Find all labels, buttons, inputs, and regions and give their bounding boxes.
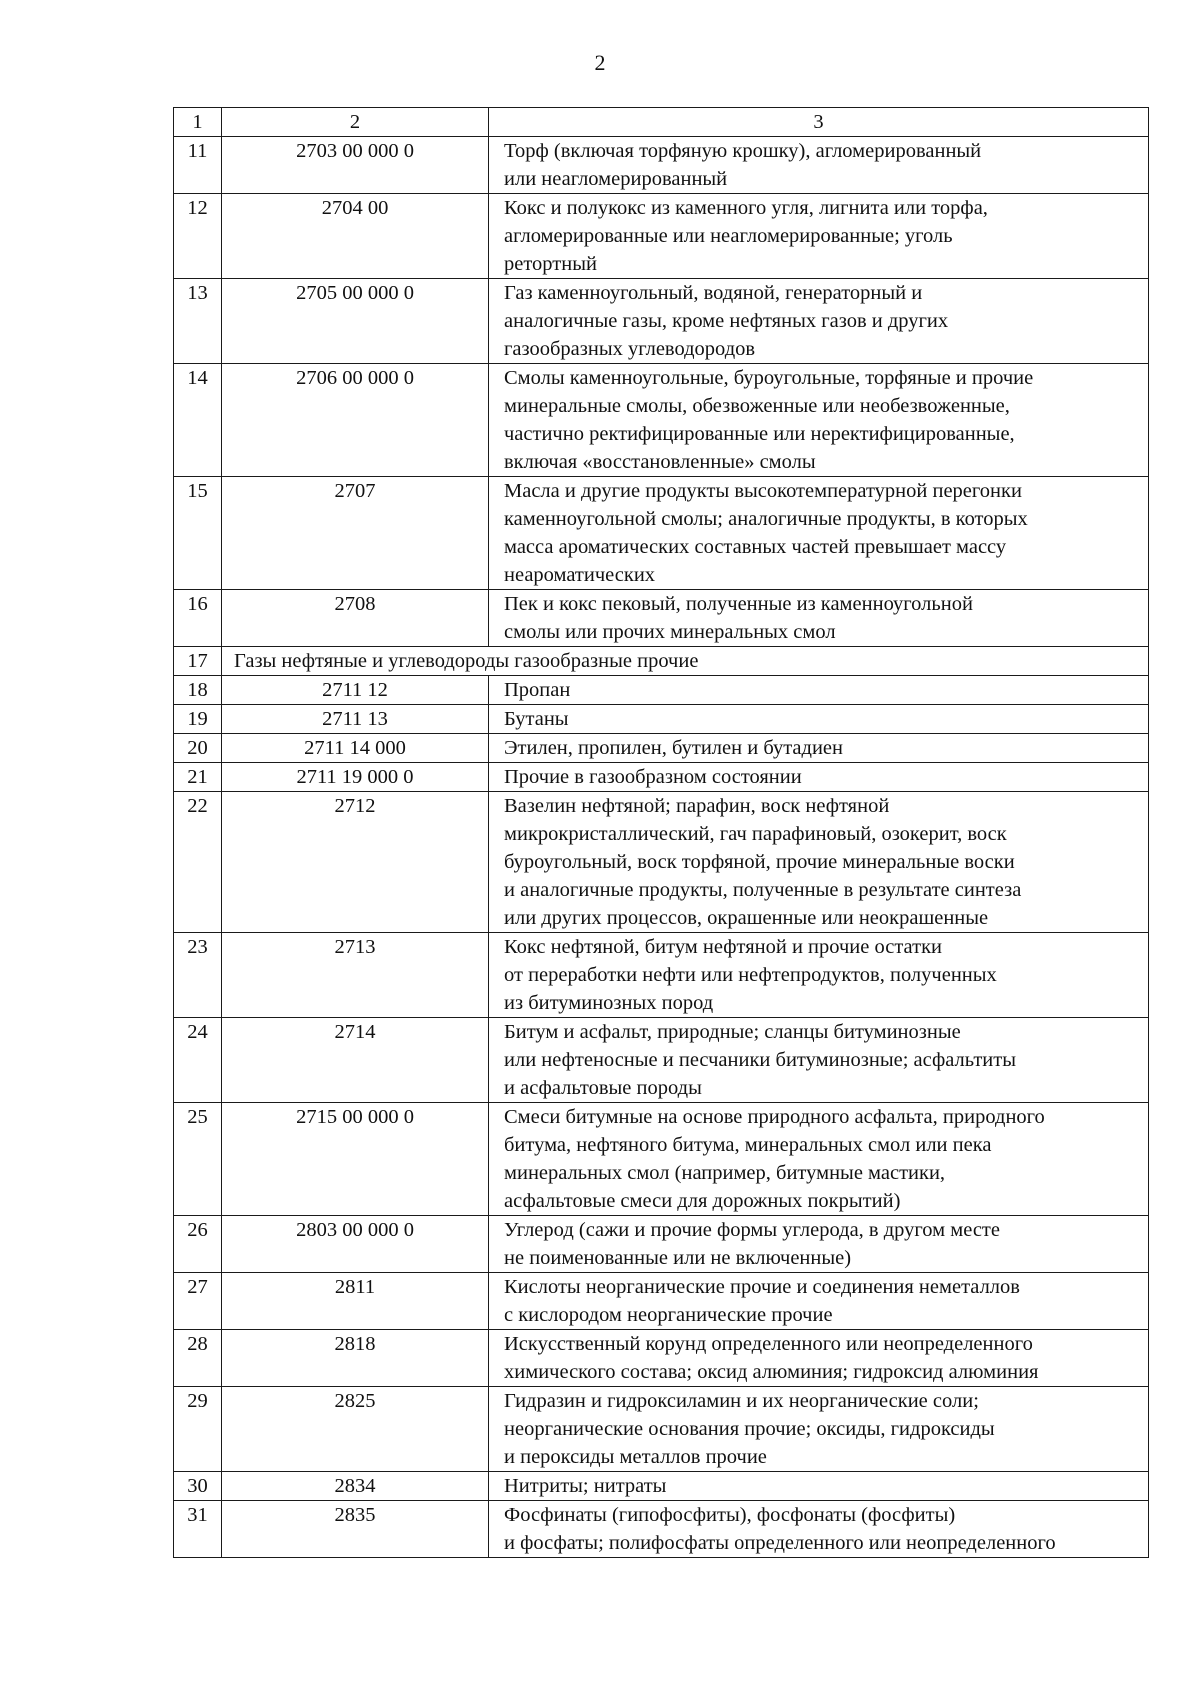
table-row [174, 1330, 1149, 1387]
row-number: 13 [174, 279, 222, 364]
goods-description [489, 792, 1149, 933]
table-row [174, 792, 1149, 933]
table-row [174, 647, 1149, 676]
tnved-code: 2711 13 [222, 705, 489, 734]
description-line: Кислоты неорганические прочие и соединения неметаллов [504, 1276, 1020, 1298]
goods-description [489, 1216, 1149, 1273]
description-line: аналогичные газы, кроме нефтяных газов и других [504, 310, 949, 332]
description-line: Кокс и полукокс из каменного угля, лигнита или торфа, [504, 197, 988, 219]
goods-description [489, 1103, 1149, 1216]
tnved-code: 2711 19 000 0 [222, 763, 489, 792]
row-number: 14 [174, 364, 222, 477]
table-row [174, 933, 1149, 1018]
row-number: 24 [174, 1018, 222, 1103]
goods-description [489, 137, 1149, 194]
row-number: 17 [174, 647, 222, 676]
description-line: Пек и кокс пековый, полученные из каменноугольной [504, 593, 973, 615]
row-number: 20 [174, 734, 222, 763]
row-number: 23 [174, 933, 222, 1018]
description-line: микрокристаллический, гач парафиновый, озокерит, воск [504, 823, 1007, 845]
table-row [174, 1273, 1149, 1330]
description-line: Фосфинаты (гипофосфиты), фосфонаты (фосфиты) [504, 1504, 956, 1526]
row-number: 15 [174, 477, 222, 590]
goods-description [489, 734, 1149, 763]
description-line: Бутаны [504, 708, 569, 730]
table-row [174, 1103, 1149, 1216]
description-line: Газ каменноугольный, водяной, генераторный и [504, 282, 923, 304]
description-line: и пероксиды металлов прочие [504, 1446, 767, 1468]
goods-description [489, 279, 1149, 364]
description-line: Пропан [504, 679, 571, 701]
goods-description [489, 1387, 1149, 1472]
header-cell-2: 2 [222, 108, 489, 137]
table-row [174, 1387, 1149, 1472]
table-row [174, 1018, 1149, 1103]
description-line: газообразных углеводородов [504, 338, 756, 360]
description-line: не поименованные или не включенные) [504, 1247, 852, 1269]
description-line: или нефтеносные и песчаники битуминозные; асфальтиты [504, 1049, 1016, 1071]
table-row [174, 194, 1149, 279]
goods-description [489, 477, 1149, 590]
row-number: 30 [174, 1472, 222, 1501]
tnved-code: 2708 [222, 590, 489, 647]
header-cell-3: 3 [489, 108, 1149, 137]
description-line: ретортный [504, 253, 597, 275]
description-line: битума, нефтяного битума, минеральных смол или пека [504, 1134, 992, 1156]
table-header-row [174, 108, 1149, 137]
description-line: Смеси битумные на основе природного асфальта, природного [504, 1106, 1045, 1128]
description-line: Смолы каменноугольные, буроугольные, торфяные и прочие [504, 367, 1034, 389]
goods-table [173, 107, 1149, 1558]
tnved-code: 2803 00 000 0 [222, 1216, 489, 1273]
tnved-code: 2835 [222, 1501, 489, 1558]
table-row [174, 676, 1149, 705]
tnved-code: 2704 00 [222, 194, 489, 279]
row-number: 22 [174, 792, 222, 933]
description-line: минеральные смолы, обезвоженные или необезвоженные, [504, 395, 1010, 417]
tnved-code: 2711 12 [222, 676, 489, 705]
goods-description [489, 933, 1149, 1018]
description-line: буроугольный, воск торфяной, прочие минеральные воски [504, 851, 1015, 873]
description-line: частично ректифицированные или неректифицированные, [504, 423, 1015, 445]
table-row [174, 734, 1149, 763]
row-number: 29 [174, 1387, 222, 1472]
row-number: 26 [174, 1216, 222, 1273]
row-number: 27 [174, 1273, 222, 1330]
description-line: Кокс нефтяной, битум нефтяной и прочие остатки [504, 936, 943, 958]
row-number: 28 [174, 1330, 222, 1387]
description-line: включая «восстановленные» смолы [504, 451, 816, 473]
description-line: каменноугольной смолы; аналогичные продукты, в которых [504, 508, 1028, 530]
goods-description [489, 676, 1149, 705]
row-number: 21 [174, 763, 222, 792]
header-cell-1: 1 [174, 108, 222, 137]
tnved-code: 2707 [222, 477, 489, 590]
description-line: от переработки нефти или нефтепродуктов, полученных [504, 964, 997, 986]
table-row [174, 1472, 1149, 1501]
tnved-code: 2711 14 000 [222, 734, 489, 763]
goods-description [489, 1018, 1149, 1103]
description-line: Углерод (сажи и прочие формы углерода, в другом месте [504, 1219, 1000, 1241]
goods-description [489, 1472, 1149, 1501]
tnved-code: 2715 00 000 0 [222, 1103, 489, 1216]
goods-description [489, 705, 1149, 734]
row-number: 16 [174, 590, 222, 647]
table-row [174, 763, 1149, 792]
goods-table-body [174, 108, 1149, 1558]
description-line: и фосфаты; полифосфаты определенного или неопределенного [504, 1532, 1056, 1554]
goods-description [489, 1330, 1149, 1387]
row-number: 11 [174, 137, 222, 194]
tnved-code: 2825 [222, 1387, 489, 1472]
row-number: 19 [174, 705, 222, 734]
description-line: и аналогичные продукты, полученные в результате синтеза [504, 879, 1022, 901]
description-line: Битум и асфальт, природные; сланцы битуминозные [504, 1021, 961, 1043]
row-number: 18 [174, 676, 222, 705]
tnved-code: 2713 [222, 933, 489, 1018]
table-row [174, 137, 1149, 194]
group-heading: Газы нефтяные и углеводороды газообразные прочие [222, 647, 1149, 676]
description-line: неорганические основания прочие; оксиды, гидроксиды [504, 1418, 995, 1440]
table-row [174, 477, 1149, 590]
description-line: минеральных смол (например, битумные мастики, [504, 1162, 946, 1184]
goods-description [489, 590, 1149, 647]
page-number: 2 [594, 50, 606, 75]
row-number: 12 [174, 194, 222, 279]
row-number: 25 [174, 1103, 222, 1216]
goods-description [489, 763, 1149, 792]
description-line: или других процессов, окрашенные или неокрашенные [504, 907, 989, 929]
description-line: или неагломерированный [504, 168, 728, 190]
description-line: Масла и другие продукты высокотемпературной перегонки [504, 480, 1022, 502]
description-line: Искусственный корунд определенного или неопределенного [504, 1333, 1033, 1355]
row-number: 31 [174, 1501, 222, 1558]
tnved-code: 2818 [222, 1330, 489, 1387]
tnved-code: 2834 [222, 1472, 489, 1501]
description-line: Гидразин и гидроксиламин и их неорганические соли; [504, 1390, 979, 1412]
description-line: асфальтовые смеси для дорожных покрытий) [504, 1190, 901, 1212]
tnved-code: 2714 [222, 1018, 489, 1103]
table-row [174, 279, 1149, 364]
tnved-code: 2712 [222, 792, 489, 933]
description-line: Прочие в газообразном состоянии [504, 766, 802, 788]
description-line: и асфальтовые породы [504, 1077, 702, 1099]
description-line: Торф (включая торфяную крошку), агломерированный [504, 140, 982, 162]
description-line: масса ароматических составных частей превышает массу [504, 536, 1007, 558]
description-line: из битуминозных пород [504, 992, 714, 1014]
goods-description [489, 364, 1149, 477]
tnved-code: 2703 00 000 0 [222, 137, 489, 194]
tnved-code: 2811 [222, 1273, 489, 1330]
description-line: химического состава; оксид алюминия; гидроксид алюминия [504, 1361, 1039, 1383]
tnved-code: 2706 00 000 0 [222, 364, 489, 477]
table-row [174, 705, 1149, 734]
goods-description [489, 1273, 1149, 1330]
description-line: Вазелин нефтяной; парафин, воск нефтяной [504, 795, 890, 817]
description-line: агломерированные или неагломерированные; уголь [504, 225, 953, 247]
goods-description [489, 194, 1149, 279]
tnved-code: 2705 00 000 0 [222, 279, 489, 364]
goods-description [489, 1501, 1149, 1558]
description-line: Нитриты; нитраты [504, 1475, 667, 1497]
table-row [174, 364, 1149, 477]
table-row [174, 590, 1149, 647]
description-line: с кислородом неорганические прочие [504, 1304, 833, 1326]
description-line: смолы или прочих минеральных смол [504, 621, 836, 643]
table-row [174, 1501, 1149, 1558]
table-row [174, 1216, 1149, 1273]
description-line: Этилен, пропилен, бутилен и бутадиен [504, 737, 844, 759]
description-line: неароматических [504, 564, 656, 586]
